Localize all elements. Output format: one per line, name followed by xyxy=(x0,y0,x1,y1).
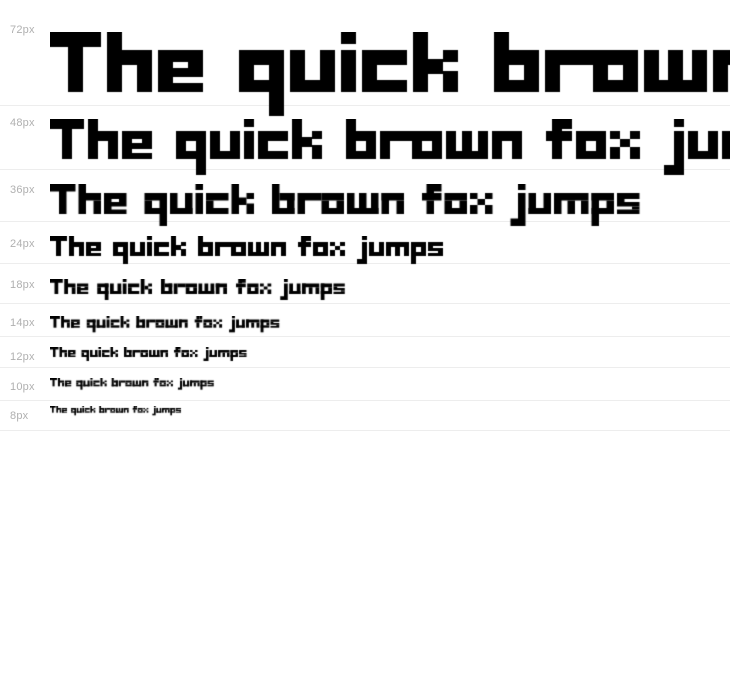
font-sample-canvas xyxy=(50,119,730,176)
preview-row xyxy=(0,368,730,401)
font-size-label: 10px xyxy=(10,381,35,393)
font-sample-canvas xyxy=(50,279,730,301)
preview-row xyxy=(0,222,730,264)
font-size-label: 48px xyxy=(10,117,35,129)
font-size-label: 72px xyxy=(10,24,35,36)
preview-row xyxy=(0,304,730,337)
font-size-label: 12px xyxy=(10,351,35,363)
font-sample-canvas xyxy=(50,32,730,117)
font-sample-canvas xyxy=(50,347,730,362)
font-size-label: 18px xyxy=(10,279,35,291)
preview-row xyxy=(0,264,730,304)
font-size-label: 14px xyxy=(10,317,35,329)
preview-row xyxy=(0,401,730,431)
font-sample-canvas xyxy=(50,184,730,227)
font-size-label: 24px xyxy=(10,238,35,250)
font-size-label: 8px xyxy=(10,410,29,422)
preview-row xyxy=(0,337,730,368)
font-sample-canvas xyxy=(50,378,730,391)
preview-row xyxy=(0,0,730,106)
font-sample-canvas xyxy=(50,406,730,417)
font-sample-canvas xyxy=(50,316,730,334)
preview-row xyxy=(0,170,730,222)
font-sample-canvas xyxy=(50,236,730,265)
font-size-label: 36px xyxy=(10,184,35,196)
